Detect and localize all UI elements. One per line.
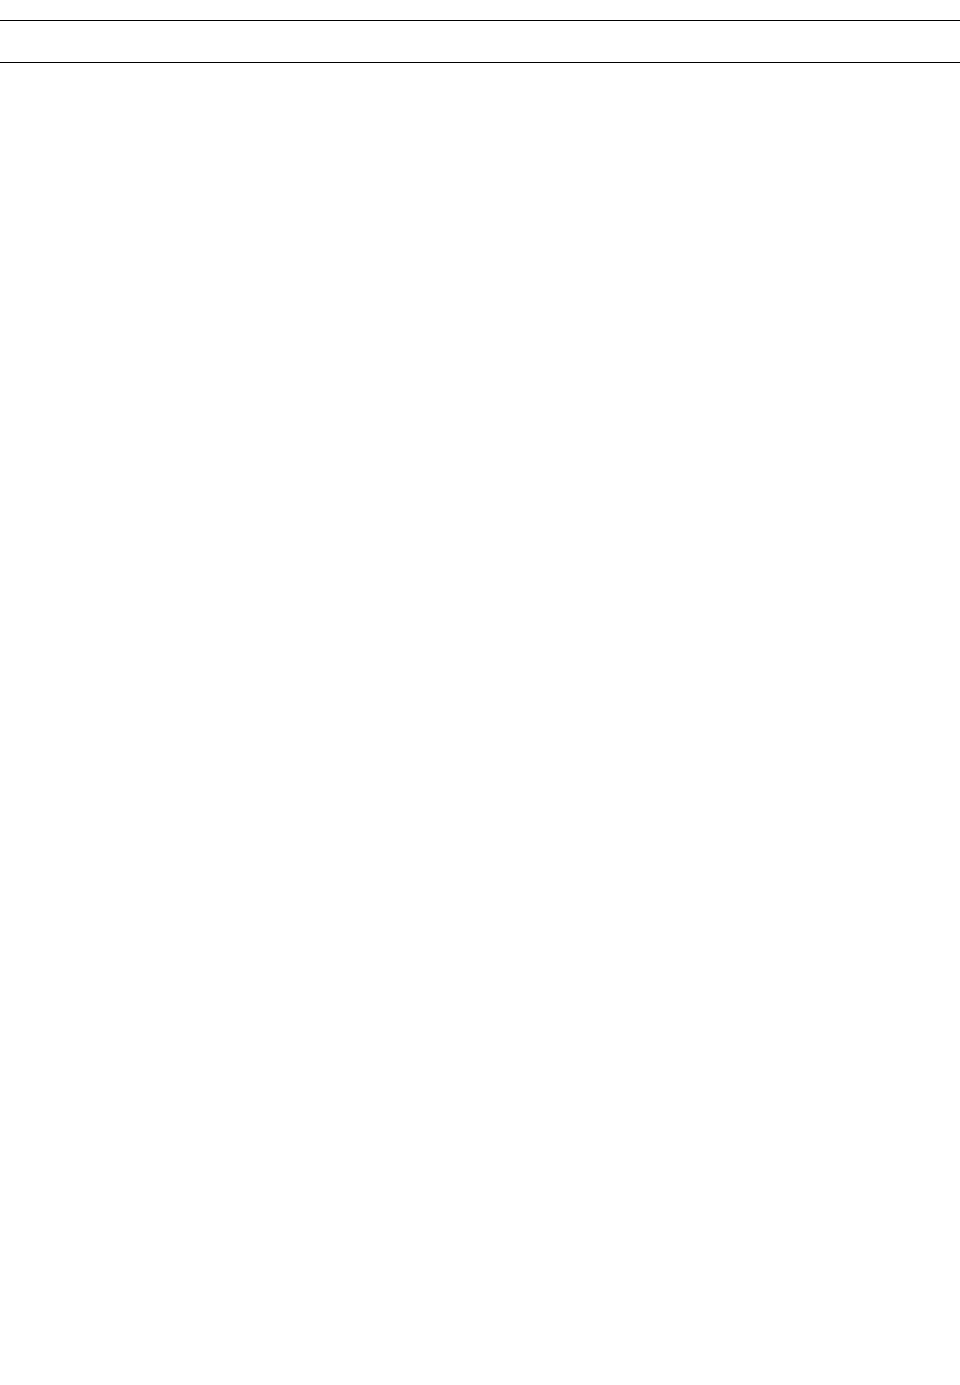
page-header xyxy=(0,0,960,21)
continued-table xyxy=(0,62,960,63)
